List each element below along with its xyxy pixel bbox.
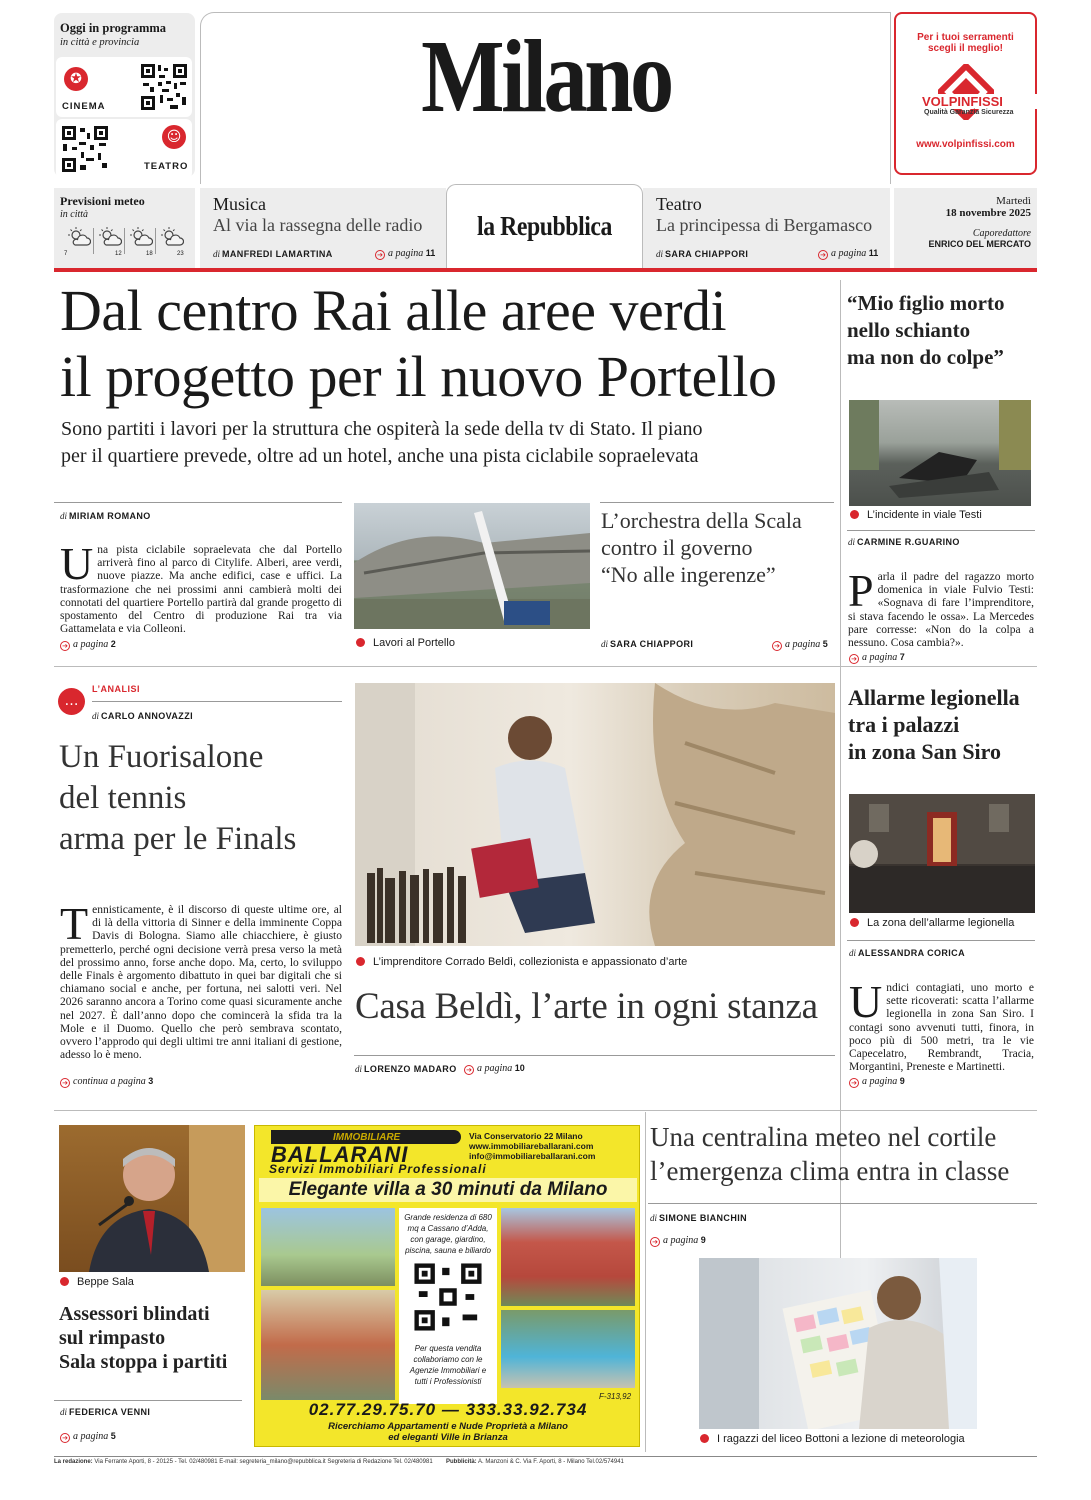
ballarani-headline: Elegante villa a 30 minuti da Milano bbox=[259, 1178, 637, 1202]
meteo-slot bbox=[64, 226, 94, 260]
side1-rule bbox=[847, 530, 1035, 531]
arrow-icon: ➔ bbox=[375, 250, 385, 260]
meteo-school-line-1: Una centralina meteo nel cortile bbox=[650, 1122, 997, 1152]
villa-photo-4 bbox=[501, 1310, 635, 1388]
lead-body-text: na pista ciclabile sopraelevata che dal Portello arriverà fino al parco di Citylife. Alberi, aree verdi, nuove piazze. Ma anche edifici, case e uffici. La trasformazione che nei prossimi anni cambierà molti dei connotati del quartiere Portello partirà dal grande progetto di spostamento del Centro di produzione Rai tra via Gattamelata e via Colleoni. bbox=[60, 544, 342, 636]
legionella-headline[interactable] bbox=[848, 684, 1020, 765]
teatro-page-ref[interactable]: ➔ a pagina 11 bbox=[818, 248, 878, 260]
sala-caption: Beppe Sala bbox=[60, 1276, 134, 1288]
meteo-slot bbox=[157, 226, 187, 260]
ad-brand: VOLPINFISSI bbox=[922, 94, 1038, 109]
lead-headline-line-2: il progetto per il nuovo Portello bbox=[60, 344, 777, 409]
legionella-byline: di ALESSANDRA CORICA bbox=[849, 948, 965, 958]
teatro-category: Teatro bbox=[656, 194, 702, 214]
sala-headline[interactable] bbox=[59, 1302, 227, 1374]
arrow-icon: ➔ bbox=[818, 250, 828, 260]
ballarani-brand-small: IMMOBILIARE bbox=[333, 1132, 401, 1143]
editor-name: ENRICO DEL MERCATO bbox=[928, 239, 1031, 249]
legionella-dropcap: U bbox=[849, 976, 883, 1027]
ad-tagline-2: scegli il meglio! bbox=[927, 43, 1004, 54]
villa-photo-2 bbox=[261, 1290, 395, 1400]
editor-role: Caporedattore bbox=[972, 228, 1031, 239]
beldi-page-ref[interactable]: ➔ a pagina 10 bbox=[464, 1063, 525, 1075]
cloud-sun-icon bbox=[160, 226, 184, 248]
side1-line-3: ma non do colpe” bbox=[847, 345, 1004, 369]
footer-rule bbox=[54, 1456, 1037, 1457]
analisi-dropcap: T bbox=[60, 898, 89, 949]
analisi-body-text: ennisticamente, è il discorso di queste ultime ore, al di là della vittoria di Sinner e della imminente Coppa Davis di Bologna. Siamo alle chiacchiere, è giusto premetterlo, perché ogni decisione verrà presa verso la metà del prossimo anno, forse anche dopo. Ma, certo, lo sviluppo delle Finals è argomento dibattuto in quei bar digitali che si chiamano social e anche, per fortuna, nei salotti veri. Nel 2026 saranno ancora a Torino come quasi sicuramente anche nel 2027. È dall’anno dopo che comincerà la sfida tra la Mole e il Duomo. Quello che però sembrava scontato, ovvero l’approdo qui degli ultimi tre anni italiani di gestione, adesso lo è meno. bbox=[60, 904, 342, 1062]
legionella-body-text: ndici contagiati, uno morto e sette ricoverati: scatta l’allarme legionella in zona San Siro. I contagi sono avvenuti tutti, finora, in poco più di 500 metri, tra le vie Capecelatro, Rembrandt, Tracia, Morgantini, Preneste e Martinetti. bbox=[849, 982, 1034, 1074]
ad-tagline-1: Per i tuoi serramenti bbox=[917, 32, 1014, 43]
ballarani-qr-code[interactable] bbox=[413, 1262, 483, 1332]
musica-title: Al via la rassegna delle radio bbox=[213, 215, 423, 235]
cinema-label: CINEMA bbox=[62, 101, 106, 112]
footer-redazione-label: La redazione: bbox=[54, 1459, 93, 1465]
ballarani-web[interactable]: www.immobiliareballarani.com bbox=[469, 1141, 594, 1151]
ballarani-services: Servizi Immobiliari Professionali bbox=[269, 1162, 487, 1176]
beldi-caption: L’imprenditore Corrado Beldì, collezionista e appassionato d’arte bbox=[356, 956, 687, 968]
scala-line-1: L’orchestra della Scala bbox=[601, 508, 802, 533]
side1-line-2: nello schianto bbox=[847, 318, 971, 342]
arrow-icon: ➔ bbox=[849, 1078, 859, 1088]
analisi-byline: di CARLO ANNOVAZZI bbox=[92, 711, 194, 721]
programma-box bbox=[54, 13, 195, 177]
lead-subhead-line-1: Sono partiti i lavori per la struttura che ospiterà la sede della tv di Stato. Il piano bbox=[61, 418, 703, 440]
ballarani-brand: BALLARANI bbox=[271, 1142, 409, 1167]
caption-dot-icon bbox=[356, 638, 365, 647]
lower-rule bbox=[54, 1110, 1037, 1111]
caption-dot-icon bbox=[700, 1434, 709, 1443]
lead-page-ref[interactable]: ➔ a pagina 2 bbox=[60, 639, 116, 651]
ballarani-email[interactable]: info@immobiliareballarani.com bbox=[469, 1151, 596, 1161]
beldi-rule bbox=[354, 1055, 835, 1056]
scala-headline[interactable] bbox=[601, 507, 802, 588]
volpinfissi-ad[interactable] bbox=[894, 12, 1037, 175]
arrow-icon: ➔ bbox=[60, 1078, 70, 1088]
analisi-icon: … bbox=[58, 688, 85, 715]
meteo-forecast bbox=[64, 226, 192, 260]
meteo-school-caption: I ragazzi del liceo Bottoni a lezione di meteorologia bbox=[700, 1433, 965, 1445]
analisi-line-1: Un Fuorisalone bbox=[59, 739, 264, 775]
meteo-hour: 18 bbox=[146, 251, 153, 257]
villa-photo-1 bbox=[261, 1208, 395, 1286]
footer-pubblicita: A. Manzoni & C. Via F. Aporti, 8 - Milano Tel.02/574941 bbox=[478, 1459, 624, 1465]
legionella-line-3: in zona San Siro bbox=[848, 739, 1002, 764]
musica-category: Musica bbox=[213, 194, 266, 214]
lead-dropcap: U bbox=[60, 538, 94, 589]
ballarani-note: Per questa vendita collaboriamo con le Agenzie Immobiliari e tutti i Professionisti bbox=[409, 1344, 487, 1386]
scala-page-ref[interactable]: ➔ a pagina 5 bbox=[772, 639, 828, 651]
cloud-sun-icon bbox=[98, 226, 122, 248]
ballarani-address bbox=[469, 1131, 595, 1161]
meteo-slot bbox=[95, 226, 125, 260]
scala-line-3: “No alle ingerenze” bbox=[601, 562, 776, 587]
analisi-headline[interactable] bbox=[59, 737, 296, 860]
ballarani-footer bbox=[255, 1421, 641, 1443]
lead-headline-line-1: Dal centro Rai alle aree verdi bbox=[60, 278, 727, 343]
sala-line-2: sul rimpasto bbox=[59, 1327, 166, 1349]
caption-dot-icon bbox=[356, 957, 365, 966]
lead-headline[interactable] bbox=[60, 278, 840, 410]
ballarani-footer-line-1: Ricerchiamo Appartamenti e Nude Proprietà a Milano bbox=[328, 1421, 568, 1432]
portello-caption: Lavori al Portello bbox=[356, 637, 455, 649]
portello-photo bbox=[354, 503, 590, 629]
analisi-line-3: arma per le Finals bbox=[59, 821, 297, 857]
villa-photo-3 bbox=[501, 1208, 635, 1306]
arrow-icon: ➔ bbox=[849, 654, 859, 664]
arrow-icon: ➔ bbox=[772, 641, 782, 651]
caption-dot-icon bbox=[850, 918, 859, 927]
musica-byline: di MANFREDI LAMARTINA bbox=[213, 249, 333, 259]
arrow-icon: ➔ bbox=[60, 641, 70, 651]
side1-body bbox=[848, 565, 1034, 650]
sala-line-1: Assessori blindati bbox=[59, 1303, 210, 1325]
side1-body-text: arla il padre del ragazzo morto domenica in viale Fulvio Testi: «Sognava di fare l’imprenditore, si stava facendo le ossa». La Mercedes pare corresse: «Non do la colpa a nessuno. Cosa cambia?». bbox=[848, 571, 1034, 650]
ad-claim: Qualità Garanzia Sicurezza bbox=[924, 109, 1014, 116]
date-box bbox=[894, 188, 1037, 268]
beldi-photo bbox=[355, 683, 835, 946]
row-rule bbox=[54, 666, 1037, 667]
arrow-icon: ➔ bbox=[60, 1433, 70, 1443]
legionella-rule bbox=[847, 940, 1035, 941]
scala-rule bbox=[600, 502, 834, 503]
date-day: Martedì bbox=[996, 195, 1031, 207]
repubblica-brand: la Repubblica bbox=[477, 211, 612, 241]
repubblica-logo bbox=[446, 184, 643, 268]
lead-rule bbox=[54, 502, 342, 503]
incidente-caption: L’incidente in viale Testi bbox=[850, 509, 982, 521]
side1-headline[interactable] bbox=[847, 290, 1004, 371]
lead-body bbox=[60, 538, 342, 636]
musica-teaser[interactable] bbox=[200, 188, 446, 268]
cloud-sun-icon bbox=[129, 226, 153, 248]
side1-byline: di CARMINE R.GUARINO bbox=[848, 537, 960, 547]
teatro-teaser[interactable] bbox=[643, 188, 890, 268]
programma-title: Oggi in programma bbox=[60, 21, 167, 35]
masthead bbox=[200, 12, 891, 184]
incidente-photo bbox=[849, 400, 1031, 506]
sala-line-3: Sala stoppa i partiti bbox=[59, 1351, 228, 1373]
ballarani-desc-box bbox=[399, 1208, 497, 1404]
meteo-slot bbox=[126, 226, 156, 260]
side1-page-ref[interactable]: ➔ a pagina 7 bbox=[849, 652, 905, 664]
ballarani-phones[interactable]: 02.77.29.75.70 — 333.33.92.734 bbox=[308, 1400, 588, 1419]
scala-line-2: contro il governo bbox=[601, 535, 753, 560]
caption-dot-icon bbox=[60, 1277, 69, 1286]
ballarani-code: F-313,92 bbox=[599, 1392, 632, 1401]
meteo-box bbox=[54, 188, 195, 268]
sala-photo bbox=[59, 1125, 245, 1272]
meteo-separator bbox=[155, 228, 156, 254]
teatro-byline: di SARA CHIAPPORI bbox=[656, 249, 749, 259]
analisi-page-ref[interactable]: ➔ continua a pagina 3 bbox=[60, 1076, 153, 1088]
meteo-school-rule bbox=[645, 1112, 646, 1452]
legionella-body bbox=[849, 976, 1034, 1074]
side1-dropcap: P bbox=[848, 565, 874, 616]
musica-page-ref[interactable]: ➔ a pagina 11 bbox=[375, 248, 435, 260]
footer-pubblicita-label: Pubblicità: bbox=[446, 1459, 477, 1465]
teatro-label: TEATRO bbox=[144, 161, 189, 172]
meteo-school-page-ref[interactable]: ➔ a pagina 9 bbox=[650, 1235, 706, 1247]
arrow-icon: ➔ bbox=[650, 1237, 660, 1247]
arrow-icon: ➔ bbox=[464, 1065, 474, 1075]
teatro-qr-code[interactable] bbox=[61, 125, 109, 173]
footer bbox=[54, 1459, 624, 1465]
right-column-rule bbox=[840, 280, 841, 1360]
beldi-byline: di LORENZO MADARO bbox=[355, 1064, 457, 1074]
ad-url[interactable]: www.volpinfissi.com bbox=[916, 139, 1015, 150]
ballarani-ad[interactable] bbox=[254, 1125, 640, 1447]
cloud-sun-icon bbox=[67, 226, 91, 248]
analisi-line-2: del tennis bbox=[59, 780, 187, 816]
red-divider bbox=[54, 268, 1037, 272]
cinema-icon: ✪ bbox=[64, 67, 88, 91]
analisi-body bbox=[60, 898, 342, 1062]
ballarani-address-line: Via Conservatorio 22 Milano bbox=[469, 1131, 583, 1141]
sala-byline: di FEDERICA VENNI bbox=[60, 1407, 151, 1417]
meteo-subtitle: in città bbox=[60, 209, 89, 220]
teatro-title: La principessa di Bergamasco bbox=[656, 215, 873, 235]
meteo-hour: 7 bbox=[64, 251, 68, 257]
cinema-qr-code[interactable] bbox=[140, 63, 188, 111]
cinema-card[interactable] bbox=[56, 57, 192, 117]
date-full: 18 novembre 2025 bbox=[945, 207, 1031, 219]
teatro-card[interactable] bbox=[56, 119, 192, 179]
meteo-school-line-2: l’emergenza clima entra in classe bbox=[650, 1156, 1010, 1186]
meteo-school-headline[interactable] bbox=[650, 1120, 1009, 1188]
legionella-line-2: tra i palazzi bbox=[848, 712, 960, 737]
meteo-title: Previsioni meteo bbox=[60, 194, 145, 208]
analisi-label: L’ANALISI bbox=[92, 684, 141, 694]
analisi-rule bbox=[92, 701, 342, 702]
meteo-school-photo bbox=[699, 1258, 977, 1429]
meteo-school-byline: di SIMONE BIANCHIN bbox=[650, 1213, 748, 1223]
meteo-separator bbox=[124, 228, 125, 254]
scala-byline: di SARA CHIAPPORI bbox=[601, 639, 694, 649]
teatro-icon: ☺ bbox=[162, 125, 186, 149]
side1-line-1: “Mio figlio morto bbox=[847, 291, 1005, 315]
masthead-title: Milano bbox=[421, 19, 671, 134]
lead-byline: di MIRIAM ROMANO bbox=[60, 511, 151, 521]
beldi-headline[interactable]: Casa Beldì, l’arte in ogni stanza bbox=[355, 986, 818, 1027]
legionella-line-1: Allarme legionella bbox=[848, 685, 1020, 710]
meteo-hour: 12 bbox=[115, 251, 122, 257]
legionella-photo bbox=[849, 794, 1035, 913]
footer-redazione: Via Ferrante Aporti, 8 - 20125 - Tel. 02/480981 E-mail: segreteria_milano@repubblica.it Segreteria di Redazione Tel. 02/480981 bbox=[94, 1459, 433, 1465]
caption-dot-icon bbox=[850, 510, 859, 519]
meteo-school-byline-rule bbox=[648, 1203, 1037, 1204]
meteo-separator bbox=[93, 228, 94, 254]
sala-rule bbox=[54, 1400, 242, 1401]
ballarani-desc: Grande residenza di 680 mq a Cassano d’Adda, con garage, giardino, piscina, sauna e biliardo bbox=[404, 1213, 492, 1255]
lead-subhead bbox=[61, 416, 831, 470]
legionella-caption: La zona dell’allarme legionella bbox=[850, 917, 1014, 929]
meteo-hour: 23 bbox=[177, 251, 184, 257]
programma-subtitle: in città e provincia bbox=[60, 37, 140, 48]
sala-page-ref[interactable]: ➔ a pagina 5 bbox=[60, 1431, 116, 1443]
lead-subhead-line-2: per il quartiere prevede, oltre ad un hotel, anche una pista ciclabile sopraelevata bbox=[61, 445, 699, 467]
legionella-page-ref[interactable]: ➔ a pagina 9 bbox=[849, 1076, 905, 1088]
ballarani-footer-line-2: ed eleganti Ville in Brianza bbox=[388, 1432, 508, 1443]
